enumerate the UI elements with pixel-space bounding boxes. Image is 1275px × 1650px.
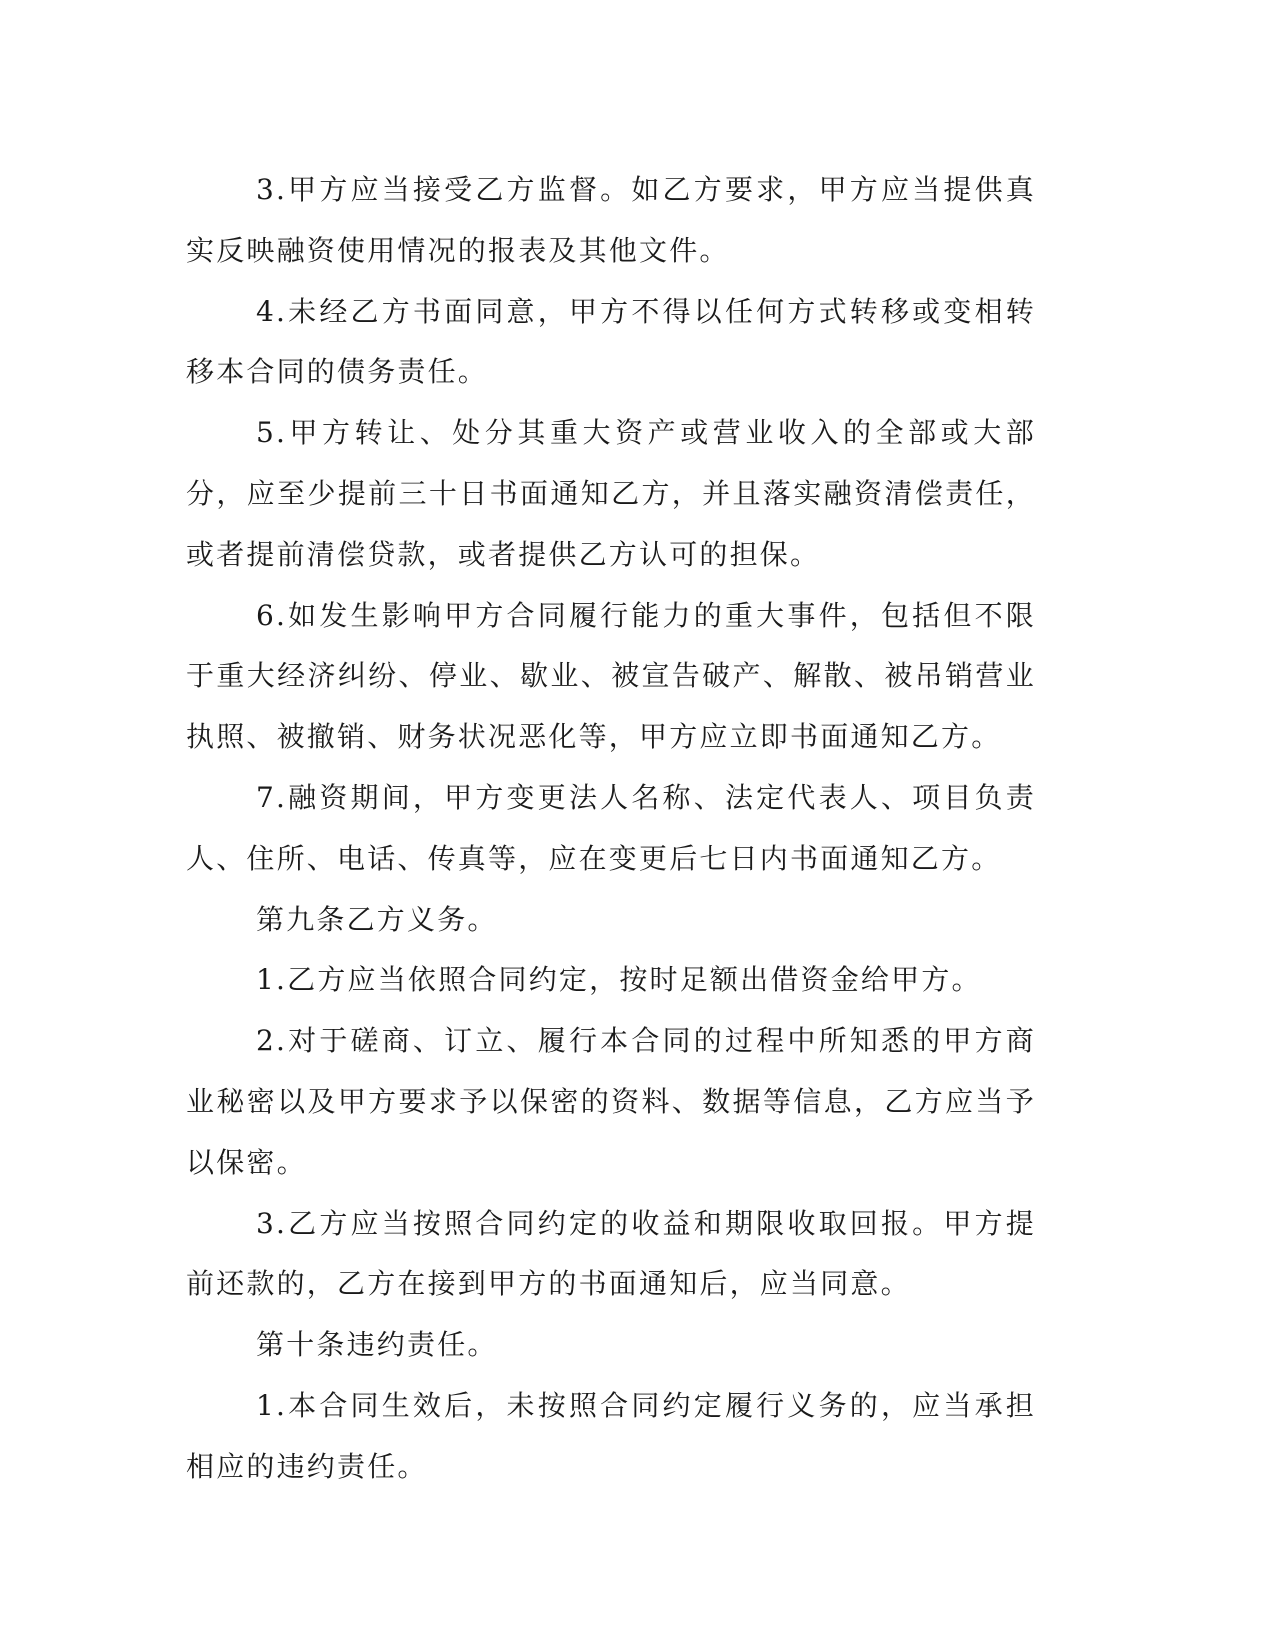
clause-paragraph: 7.融资期间，甲方变更法人名称、法定代表人、项目负责人、住所、电话、传真等，应在变更后七日内书面通知乙方。 <box>186 780 1036 875</box>
clause-paragraph: 3.甲方应当接受乙方监督。如乙方要求，甲方应当提供真实反映融资使用情况的报表及其他文件。 <box>186 173 1036 267</box>
clause-paragraph: 1.乙方应当依照合同约定，按时足额出借资金给甲方。 <box>256 963 982 997</box>
clause-paragraph: 1.本合同生效后，未按照合同约定履行义务的，应当承担相应的违约责任。 <box>186 1388 1036 1483</box>
clause-paragraph: 6.如发生影响甲方合同履行能力的重大事件，包括但不限于重大经济纠纷、停业、歇业、被宣告破产、解散、被吊销营业执照、被撤销、财务状况恶化等，甲方应立即书面通知乙方。 <box>186 598 1036 754</box>
article-heading: 第九条乙方义务。 <box>256 902 498 936</box>
article-heading: 第十条违约责任。 <box>256 1328 498 1362</box>
clause-paragraph: 5.甲方转让、处分其重大资产或营业收入的全部或大部分，应至少提前三十日书面通知乙方，并且落实融资清偿责任，或者提前清偿贷款，或者提供乙方认可的担保。 <box>186 416 1036 571</box>
clause-paragraph: 2.对于磋商、订立、履行本合同的过程中所知悉的甲方商业秘密以及甲方要求予以保密的资料、数据等信息，乙方应当予以保密。 <box>186 1024 1036 1179</box>
document-body <box>186 160 1036 1498</box>
clause-paragraph: 4.未经乙方书面同意，甲方不得以任何方式转移或变相转移本合同的债务责任。 <box>186 294 1036 389</box>
clause-paragraph: 3.乙方应当按照合同约定的收益和期限收取回报。甲方提前还款的，乙方在接到甲方的书面通知后，应当同意。 <box>186 1206 1036 1301</box>
